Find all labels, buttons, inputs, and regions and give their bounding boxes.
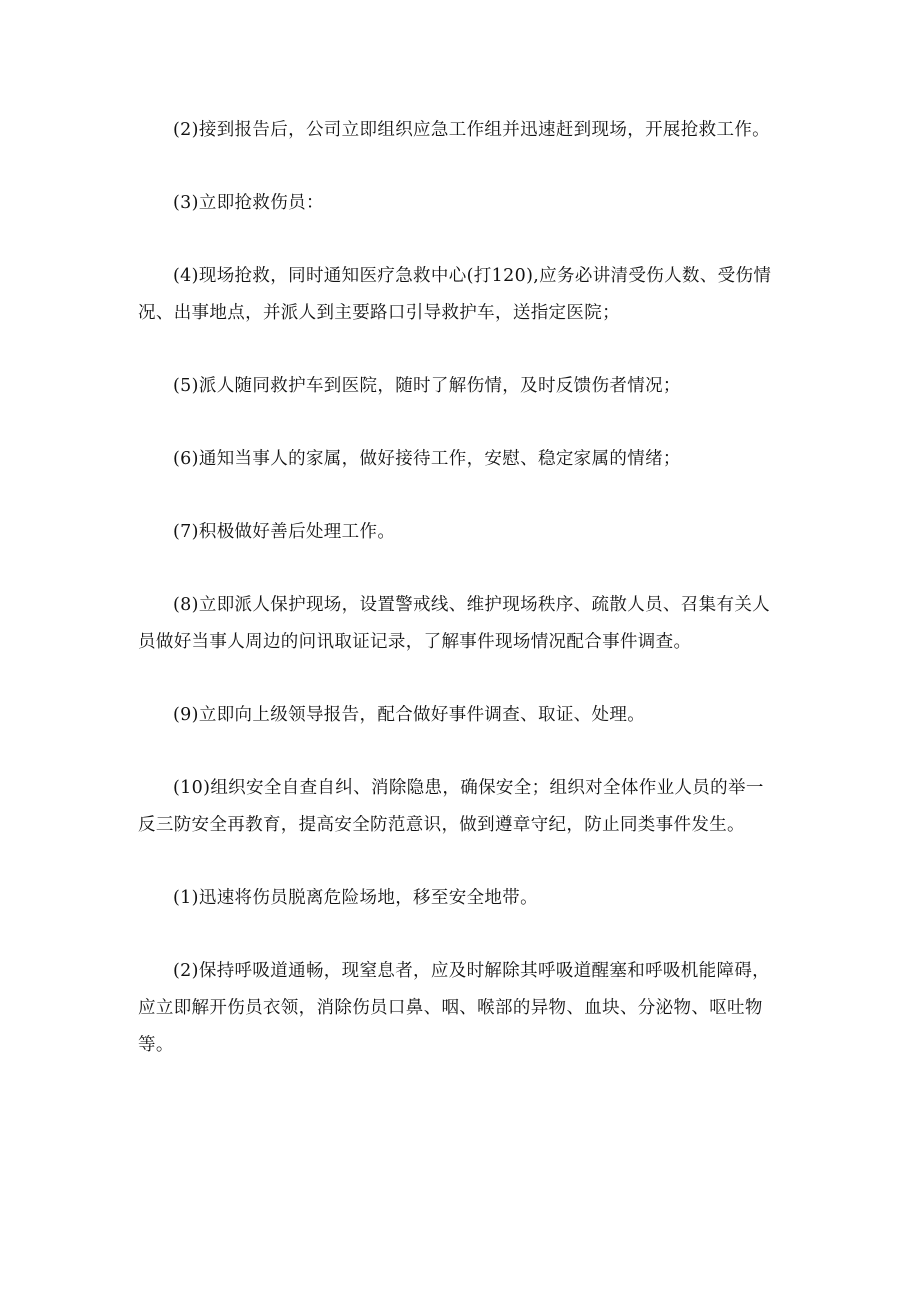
paragraph-line: (9)立即向上级领导报告，配合做好事件调查、取证、处理。 [173,705,646,725]
paragraph-line: 等。 [138,1035,174,1055]
paragraph-line: (4)现场抢救，同时通知医疗急救中心(打120),应务必讲清受伤人数、受伤情 [173,266,772,286]
paragraph-line: (7)积极做好善后处理工作。 [173,522,396,542]
paragraph-step-9-report-up [138,697,798,734]
paragraph-line: (2)接到报告后，公司立即组织应急工作组并迅速赶到现场，开展抢救工作。 [173,120,771,140]
paragraph-line: (8)立即派人保护现场，设置警戒线、维护现场秩序、疏散人员、召集有关人 [173,595,771,615]
paragraph-step-2-report [138,112,798,149]
paragraph-step-6-family [138,441,798,478]
paragraph-aid-1-evacuate [138,880,798,917]
paragraph-line: (10)组织安全自查自纠、消除隐患，确保安全；组织对全体作业人员的举一 [173,778,764,798]
paragraph-line: (6)通知当事人的家属，做好接待工作，安慰、稳定家属的情绪； [173,449,681,469]
paragraph-step-5-hospital [138,368,798,405]
paragraph-line: 反三防安全再教育，提高安全防范意识，做到遵章守纪，防止同类事件发生。 [138,815,745,835]
document-body [138,112,798,1100]
paragraph-line: (3)立即抢救伤员： [173,193,324,213]
paragraph-line: 应立即解开伤员衣领，消除伤员口鼻、咽、喉部的异物、血块、分泌物、呕吐物 [138,998,763,1018]
paragraph-line: 员做好当事人周边的问讯取证记录，了解事件现场情况配合事件调查。 [138,632,692,652]
paragraph-step-10-inspection [138,770,798,844]
paragraph-line: 况、出事地点，并派人到主要路口引导救护车，送指定医院； [138,303,620,323]
paragraph-step-8-scene [138,587,798,661]
paragraph-step-7-aftermath [138,514,798,551]
paragraph-step-4-onsite [138,258,798,332]
paragraph-step-3-rescue [138,185,798,222]
paragraph-line: (1)迅速将伤员脱离危险场地，移至安全地带。 [173,888,538,908]
paragraph-line: (5)派人随同救护车到医院，随时了解伤情，及时反馈伤者情况； [173,376,681,396]
paragraph-line: (2)保持呼吸道通畅，现窒息者，应及时解除其呼吸道醒塞和呼吸机能障碍， [173,961,771,981]
paragraph-aid-2-airway [138,953,798,1064]
